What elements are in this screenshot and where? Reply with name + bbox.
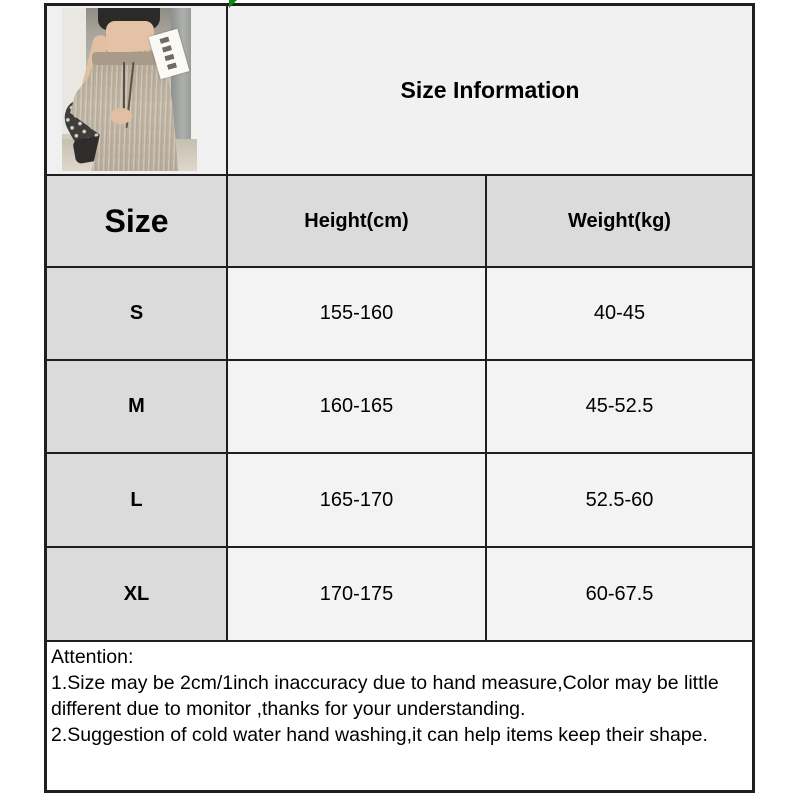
attention-note-1: 1.Size may be 2cm/1inch inaccuracy due to hand measure,Color may be little different due to monitor ,thanks for your understanding. xyxy=(51,672,719,720)
size-cell-s: S xyxy=(47,268,228,361)
photo-hand xyxy=(110,108,132,124)
column-header-size: Size xyxy=(47,176,228,268)
green-corner-marker-icon xyxy=(229,0,237,8)
weight-cell-m: 45-52.5 xyxy=(487,361,752,454)
column-header-height: Height(cm) xyxy=(228,176,487,268)
weight-cell-xl: 60-67.5 xyxy=(487,548,752,642)
photo-waistband xyxy=(92,52,158,65)
product-photo xyxy=(62,8,197,171)
size-chart-table xyxy=(44,3,755,793)
product-photo-cell xyxy=(47,6,228,176)
photo-torso xyxy=(106,21,154,55)
size-cell-l: L xyxy=(47,454,228,548)
photo-hang-tag-text xyxy=(160,37,178,72)
column-header-weight: Weight(kg) xyxy=(487,176,752,268)
height-cell-xl: 170-175 xyxy=(228,548,487,642)
weight-cell-l: 52.5-60 xyxy=(487,454,752,548)
size-cell-m: M xyxy=(47,361,228,454)
weight-cell-s: 40-45 xyxy=(487,268,752,361)
page-title: Size Information xyxy=(228,6,752,176)
height-cell-s: 155-160 xyxy=(228,268,487,361)
size-cell-xl: XL xyxy=(47,548,228,642)
height-cell-l: 165-170 xyxy=(228,454,487,548)
attention-panel xyxy=(47,642,752,790)
attention-heading: Attention: xyxy=(51,646,134,668)
height-cell-m: 160-165 xyxy=(228,361,487,454)
attention-note-2: 2.Suggestion of cold water hand washing,it can help items keep their shape. xyxy=(51,724,708,746)
